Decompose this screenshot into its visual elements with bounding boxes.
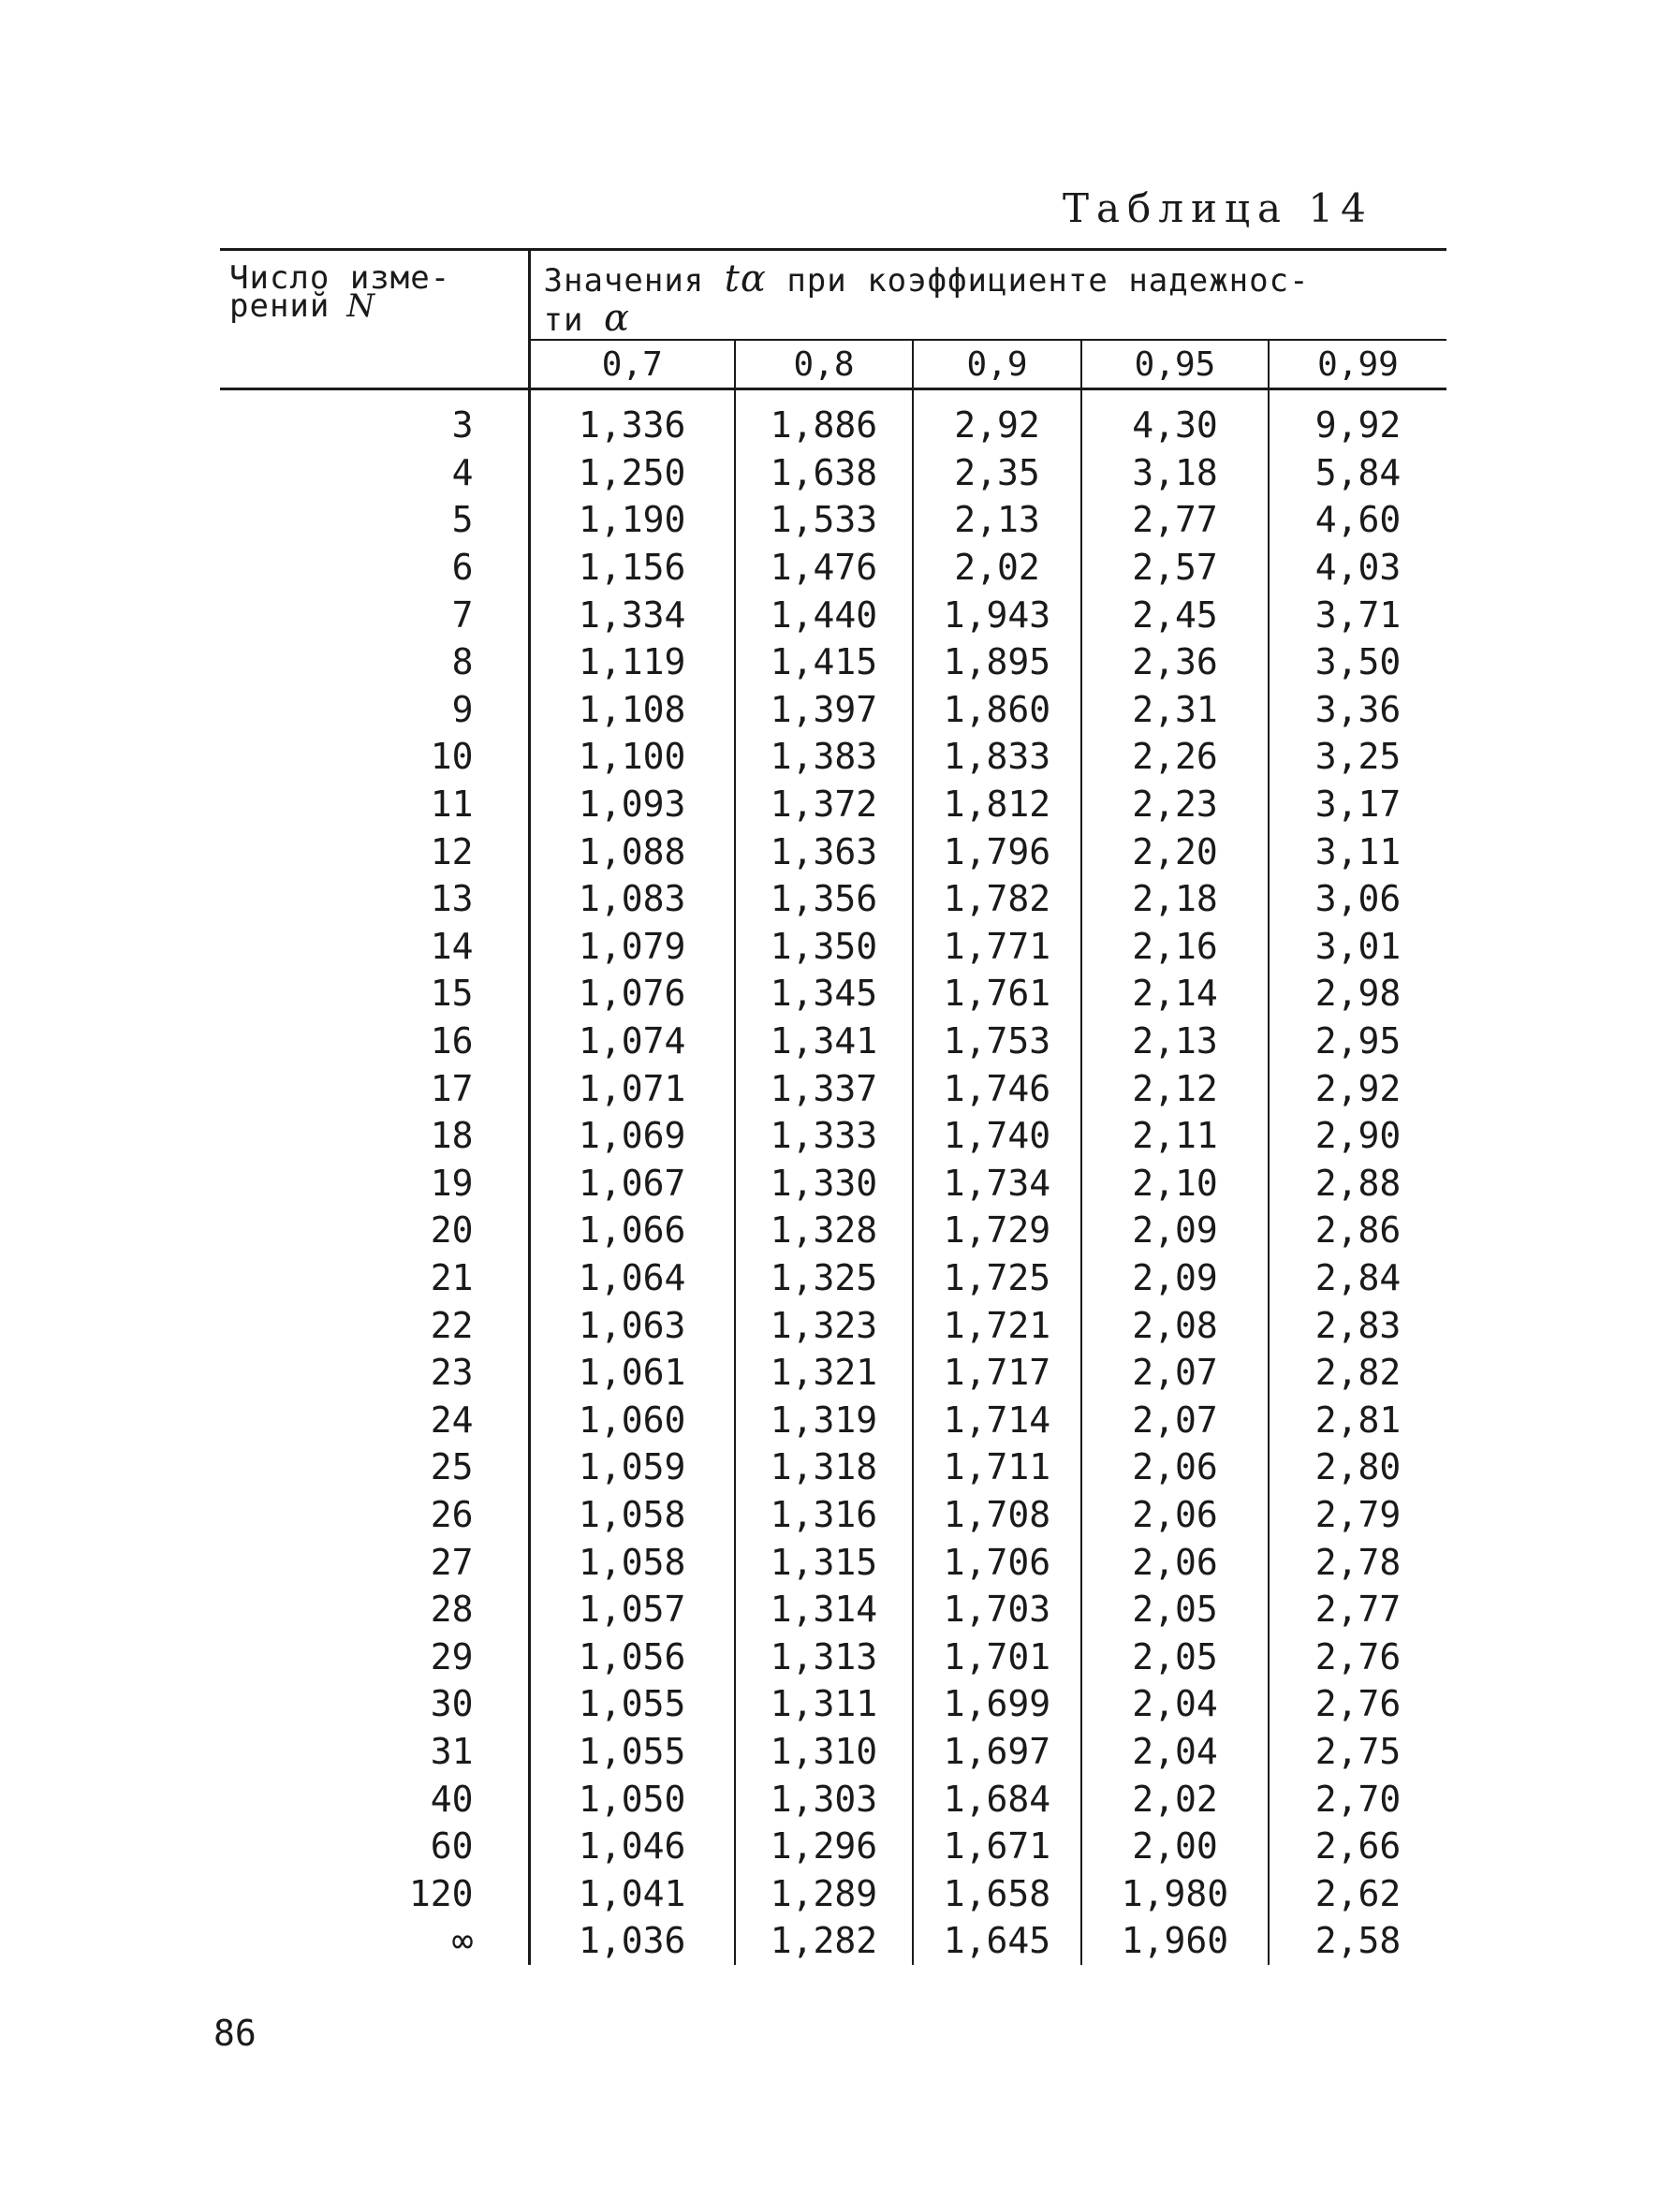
t-value-cell: 2,31 — [1081, 686, 1269, 734]
t-value-cell: 1,771 — [913, 923, 1081, 971]
t-value-cell: 2,13 — [913, 496, 1081, 544]
t-value-cell: 1,323 — [735, 1301, 913, 1349]
t-value-cell: 1,311 — [735, 1680, 913, 1728]
table-row — [220, 1728, 1446, 1776]
t-value-cell: 1,684 — [913, 1775, 1081, 1823]
t-value-cell: 1,356 — [735, 875, 913, 923]
t-value-cell: 2,20 — [1081, 828, 1269, 875]
table-row — [220, 1680, 1446, 1728]
table-body — [220, 389, 1446, 1965]
t-value-cell: 1,697 — [913, 1728, 1081, 1776]
t-value-cell: 1,717 — [913, 1349, 1081, 1397]
t-value-cell: 2,04 — [1081, 1728, 1269, 1776]
measurements-count-cell: 29 — [220, 1633, 529, 1680]
t-value-cell: 4,60 — [1314, 499, 1402, 541]
t-value-cell: 1,706 — [913, 1538, 1081, 1586]
t-value-cell: 2,36 — [1081, 638, 1269, 686]
t-value-cell: 1,372 — [735, 781, 913, 828]
t-value-cell: 2,82 — [1314, 1352, 1402, 1394]
t-value-cell: 2,26 — [1081, 733, 1269, 781]
t-value-cell: 2,10 — [1081, 1160, 1269, 1208]
measurements-count-cell: 12 — [220, 828, 529, 875]
table-row — [220, 1018, 1446, 1065]
table-row — [220, 1112, 1446, 1160]
measurements-count-cell: 26 — [220, 1491, 529, 1539]
table-row — [220, 1396, 1446, 1443]
t-value-cell: 1,083 — [529, 875, 735, 923]
t-value-cell: 2,90 — [1314, 1115, 1402, 1157]
t-value-cell: 1,056 — [529, 1633, 735, 1680]
measurements-count-cell: 9 — [220, 686, 529, 734]
table-row — [220, 1160, 1446, 1208]
t-value-cell: 1,303 — [735, 1775, 913, 1823]
measurements-count-cell: 11 — [220, 781, 529, 828]
measurements-count-cell: 3 — [220, 389, 529, 449]
t-value-cell: 2,77 — [1314, 1589, 1402, 1631]
measurements-count-cell: 25 — [220, 1443, 529, 1491]
measurements-count-cell: 4 — [220, 449, 529, 497]
t-value-cell: 2,70 — [1314, 1778, 1402, 1820]
table-row — [220, 1064, 1446, 1112]
t-value-cell: 1,645 — [913, 1917, 1081, 1965]
t-value-cell: 1,350 — [735, 923, 913, 971]
table-row — [220, 1917, 1446, 1965]
t-value-cell: 1,059 — [529, 1443, 735, 1491]
t-value-cell: 1,833 — [913, 733, 1081, 781]
t-value-cell: 1,067 — [529, 1160, 735, 1208]
measurements-count-label-line1: Число изме- — [229, 259, 451, 297]
t-value-cell: 2,06 — [1081, 1538, 1269, 1586]
t-value-cell: 1,050 — [529, 1775, 735, 1823]
measurements-count-cell: 5 — [220, 496, 529, 544]
coefficient-header: 0,99 — [1269, 340, 1446, 389]
t-value-cell: 2,02 — [1081, 1775, 1269, 1823]
t-value-cell: 1,074 — [529, 1018, 735, 1065]
t-alpha-symbol: tα — [724, 257, 767, 300]
t-value-cell: 1,057 — [529, 1586, 735, 1633]
measurements-count-symbol: N — [346, 287, 376, 325]
t-value-cell: 1,314 — [735, 1586, 913, 1633]
t-value-cell: 1,703 — [913, 1586, 1081, 1633]
table-row — [220, 389, 1446, 449]
t-value-cell: 2,18 — [1081, 875, 1269, 923]
measurements-count-cell: 18 — [220, 1112, 529, 1160]
t-value-cell: 1,055 — [529, 1728, 735, 1776]
t-value-cell: 1,671 — [913, 1823, 1081, 1870]
t-value-cell: 2,76 — [1314, 1683, 1402, 1725]
t-value-cell: 3,71 — [1314, 593, 1402, 636]
t-value-cell: 1,063 — [529, 1301, 735, 1349]
t-value-cell: 1,325 — [735, 1254, 913, 1302]
t-value-cell: 1,761 — [913, 970, 1081, 1018]
t-value-cell: 2,12 — [1081, 1064, 1269, 1112]
measurements-count-cell: ∞ — [220, 1917, 529, 1965]
t-value-cell: 1,711 — [913, 1443, 1081, 1491]
table-row — [220, 923, 1446, 971]
measurements-count-cell: 17 — [220, 1064, 529, 1112]
t-value-cell: 2,14 — [1081, 970, 1269, 1018]
t-value-cell: 1,701 — [913, 1633, 1081, 1680]
t-value-cell: 1,071 — [529, 1064, 735, 1112]
measurements-count-label-line2: рений — [229, 287, 330, 325]
t-value-cell: 2,86 — [1314, 1209, 1402, 1252]
t-value-cell: 9,92 — [1314, 404, 1402, 447]
t-values-header — [529, 250, 1446, 341]
t-value-cell: 1,330 — [735, 1160, 913, 1208]
measurements-count-cell: 23 — [220, 1349, 529, 1397]
measurements-count-cell: 27 — [220, 1538, 529, 1586]
table-row — [220, 1538, 1446, 1586]
t-value-cell: 2,07 — [1081, 1396, 1269, 1443]
t-value-cell: 2,07 — [1081, 1349, 1269, 1397]
t-value-cell: 1,714 — [913, 1396, 1081, 1443]
t-value-cell: 1,658 — [913, 1869, 1081, 1917]
t-value-cell: 1,088 — [529, 828, 735, 875]
t-value-cell: 1,895 — [913, 638, 1081, 686]
t-value-cell: 1,055 — [529, 1680, 735, 1728]
t-value-cell: 1,319 — [735, 1396, 913, 1443]
measurements-count-cell: 31 — [220, 1728, 529, 1776]
t-value-cell: 2,78 — [1314, 1541, 1402, 1583]
t-value-cell: 1,321 — [735, 1349, 913, 1397]
t-value-cell: 1,699 — [913, 1680, 1081, 1728]
t-value-cell: 3,06 — [1314, 878, 1402, 920]
coefficient-header: 0,95 — [1081, 340, 1269, 389]
t-value-cell: 2,62 — [1314, 1872, 1402, 1914]
t-value-cell: 1,289 — [735, 1869, 913, 1917]
t-value-cell: 1,740 — [913, 1112, 1081, 1160]
t-values-label-end: при коэффициенте надежнос- — [786, 262, 1310, 300]
t-value-cell: 3,36 — [1314, 688, 1402, 730]
t-value-cell: 2,98 — [1314, 973, 1402, 1015]
t-value-cell: 1,315 — [735, 1538, 913, 1586]
table-row — [220, 686, 1446, 734]
measurements-count-cell: 6 — [220, 544, 529, 592]
t-value-cell: 1,729 — [913, 1207, 1081, 1254]
t-value-cell: 1,812 — [913, 781, 1081, 828]
coefficient-header: 0,8 — [735, 340, 913, 389]
table-row — [220, 544, 1446, 592]
t-value-cell: 1,310 — [735, 1728, 913, 1776]
t-value-cell: 2,11 — [1081, 1112, 1269, 1160]
t-value-cell: 3,25 — [1314, 736, 1402, 778]
t-value-cell: 1,383 — [735, 733, 913, 781]
t-value-cell: 1,156 — [529, 544, 735, 592]
t-value-cell: 3,18 — [1081, 449, 1269, 497]
t-value-cell: 1,725 — [913, 1254, 1081, 1302]
page-number: 86 — [213, 2013, 257, 2054]
t-value-cell: 1,721 — [913, 1301, 1081, 1349]
t-value-cell: 2,92 — [1314, 1067, 1402, 1109]
t-value-cell: 2,76 — [1314, 1635, 1402, 1677]
table-row — [220, 1586, 1446, 1633]
t-value-cell: 1,860 — [913, 686, 1081, 734]
t-distribution-table — [220, 248, 1446, 1965]
table-row — [220, 1301, 1446, 1349]
t-value-cell: 3,01 — [1314, 925, 1402, 967]
measurements-count-cell: 21 — [220, 1254, 529, 1302]
table-row — [220, 733, 1446, 781]
t-value-cell: 2,06 — [1081, 1491, 1269, 1539]
t-value-cell: 1,476 — [735, 544, 913, 592]
t-value-cell: 1,746 — [913, 1064, 1081, 1112]
t-value-cell: 2,00 — [1081, 1823, 1269, 1870]
t-value-cell: 1,058 — [529, 1538, 735, 1586]
t-value-cell: 1,041 — [529, 1869, 735, 1917]
table-row — [220, 1491, 1446, 1539]
t-value-cell: 2,77 — [1081, 496, 1269, 544]
measurements-count-cell: 20 — [220, 1207, 529, 1254]
t-value-cell: 1,337 — [735, 1064, 913, 1112]
t-value-cell: 2,23 — [1081, 781, 1269, 828]
t-value-cell: 1,782 — [913, 875, 1081, 923]
coefficient-header: 0,9 — [913, 340, 1081, 389]
table-row — [220, 1443, 1446, 1491]
measurements-count-cell: 7 — [220, 591, 529, 638]
t-value-cell: 3,50 — [1314, 641, 1402, 683]
table-row — [220, 1775, 1446, 1823]
table-row — [220, 638, 1446, 686]
t-value-cell: 1,061 — [529, 1349, 735, 1397]
t-value-cell: 1,190 — [529, 496, 735, 544]
table-row — [220, 781, 1446, 828]
t-value-cell: 1,397 — [735, 686, 913, 734]
t-value-cell: 2,05 — [1081, 1633, 1269, 1680]
t-value-cell: 1,345 — [735, 970, 913, 1018]
t-value-cell: 1,100 — [529, 733, 735, 781]
table-caption: Таблица 14 — [1063, 185, 1373, 231]
t-value-cell: 1,334 — [529, 591, 735, 638]
t-value-cell: 1,415 — [735, 638, 913, 686]
t-distribution-table-container — [220, 248, 1446, 1965]
measurements-count-cell: 22 — [220, 1301, 529, 1349]
table-row — [220, 875, 1446, 923]
t-value-cell: 2,08 — [1081, 1301, 1269, 1349]
t-value-cell: 1,708 — [913, 1491, 1081, 1539]
t-value-cell: 4,03 — [1314, 547, 1402, 589]
t-value-cell: 1,076 — [529, 970, 735, 1018]
t-value-cell: 1,336 — [529, 389, 735, 449]
t-values-label-start: Значения — [543, 262, 705, 300]
t-values-label-line2: ти — [543, 301, 584, 339]
measurements-count-cell: 10 — [220, 733, 529, 781]
t-value-cell: 1,079 — [529, 923, 735, 971]
table-row — [220, 1633, 1446, 1680]
table-row — [220, 1207, 1446, 1254]
t-value-cell: 2,66 — [1314, 1825, 1402, 1868]
t-value-cell: 1,119 — [529, 638, 735, 686]
t-value-cell: 1,533 — [735, 496, 913, 544]
table-row — [220, 591, 1446, 638]
t-value-cell: 2,88 — [1314, 1162, 1402, 1204]
t-value-cell: 1,064 — [529, 1254, 735, 1302]
t-value-cell: 1,333 — [735, 1112, 913, 1160]
table-row — [220, 1254, 1446, 1302]
t-value-cell: 1,093 — [529, 781, 735, 828]
t-value-cell: 1,313 — [735, 1633, 913, 1680]
t-value-cell: 2,04 — [1081, 1680, 1269, 1728]
measurements-count-cell: 28 — [220, 1586, 529, 1633]
t-value-cell: 1,108 — [529, 686, 735, 734]
measurements-count-cell: 30 — [220, 1680, 529, 1728]
measurements-count-cell: 120 — [220, 1869, 529, 1917]
measurements-count-header — [220, 250, 529, 389]
t-value-cell: 2,83 — [1314, 1304, 1402, 1346]
t-value-cell: 1,066 — [529, 1207, 735, 1254]
t-value-cell: 1,886 — [735, 389, 913, 449]
t-value-cell: 2,09 — [1081, 1254, 1269, 1302]
t-value-cell: 1,282 — [735, 1917, 913, 1965]
t-value-cell: 1,069 — [529, 1112, 735, 1160]
t-value-cell: 2,02 — [913, 544, 1081, 592]
t-value-cell: 2,05 — [1081, 1586, 1269, 1633]
t-value-cell: 1,328 — [735, 1207, 913, 1254]
t-value-cell: 1,318 — [735, 1443, 913, 1491]
t-value-cell: 1,753 — [913, 1018, 1081, 1065]
t-value-cell: 1,440 — [735, 591, 913, 638]
t-value-cell: 1,296 — [735, 1823, 913, 1870]
measurements-count-cell: 60 — [220, 1823, 529, 1870]
t-value-cell: 2,35 — [913, 449, 1081, 497]
t-value-cell: 1,980 — [1081, 1869, 1269, 1917]
t-value-cell: 2,09 — [1081, 1207, 1269, 1254]
t-value-cell: 2,81 — [1314, 1399, 1402, 1441]
t-value-cell: 2,95 — [1314, 1020, 1402, 1062]
t-value-cell: 2,06 — [1081, 1443, 1269, 1491]
t-value-cell: 1,341 — [735, 1018, 913, 1065]
t-value-cell: 4,30 — [1081, 389, 1269, 449]
table-row — [220, 496, 1446, 544]
measurements-count-cell: 24 — [220, 1396, 529, 1443]
measurements-count-cell: 15 — [220, 970, 529, 1018]
t-value-cell: 1,363 — [735, 828, 913, 875]
t-value-cell: 1,796 — [913, 828, 1081, 875]
t-value-cell: 2,13 — [1081, 1018, 1269, 1065]
measurements-count-cell: 14 — [220, 923, 529, 971]
t-value-cell: 1,960 — [1081, 1917, 1269, 1965]
t-value-cell: 2,16 — [1081, 923, 1269, 971]
t-value-cell: 1,250 — [529, 449, 735, 497]
t-value-cell: 2,84 — [1314, 1256, 1402, 1298]
table-row — [220, 449, 1446, 497]
table-row — [220, 1823, 1446, 1870]
t-value-cell: 1,316 — [735, 1491, 913, 1539]
t-value-cell: 2,57 — [1081, 544, 1269, 592]
measurements-count-cell: 19 — [220, 1160, 529, 1208]
t-value-cell: 1,638 — [735, 449, 913, 497]
measurements-count-cell: 16 — [220, 1018, 529, 1065]
t-value-cell: 2,92 — [913, 389, 1081, 449]
t-value-cell: 1,046 — [529, 1823, 735, 1870]
t-value-cell: 2,79 — [1314, 1493, 1402, 1535]
table-row — [220, 970, 1446, 1018]
measurements-count-cell: 8 — [220, 638, 529, 686]
measurements-count-cell: 13 — [220, 875, 529, 923]
t-value-cell: 3,11 — [1314, 830, 1402, 872]
measurements-count-cell: 40 — [220, 1775, 529, 1823]
t-value-cell: 1,060 — [529, 1396, 735, 1443]
t-value-cell: 2,58 — [1314, 1920, 1402, 1962]
t-value-cell: 1,036 — [529, 1917, 735, 1965]
t-value-cell: 5,84 — [1314, 451, 1402, 493]
t-value-cell: 2,80 — [1314, 1446, 1402, 1488]
table-row — [220, 1869, 1446, 1917]
t-value-cell: 1,734 — [913, 1160, 1081, 1208]
t-value-cell: 1,058 — [529, 1491, 735, 1539]
t-value-cell: 2,75 — [1314, 1730, 1402, 1772]
t-value-cell: 3,17 — [1314, 784, 1402, 826]
t-value-cell: 2,45 — [1081, 591, 1269, 638]
coefficient-header: 0,7 — [529, 340, 735, 389]
table-row — [220, 1349, 1446, 1397]
t-value-cell: 1,943 — [913, 591, 1081, 638]
table-row — [220, 828, 1446, 875]
alpha-symbol: α — [603, 297, 630, 340]
